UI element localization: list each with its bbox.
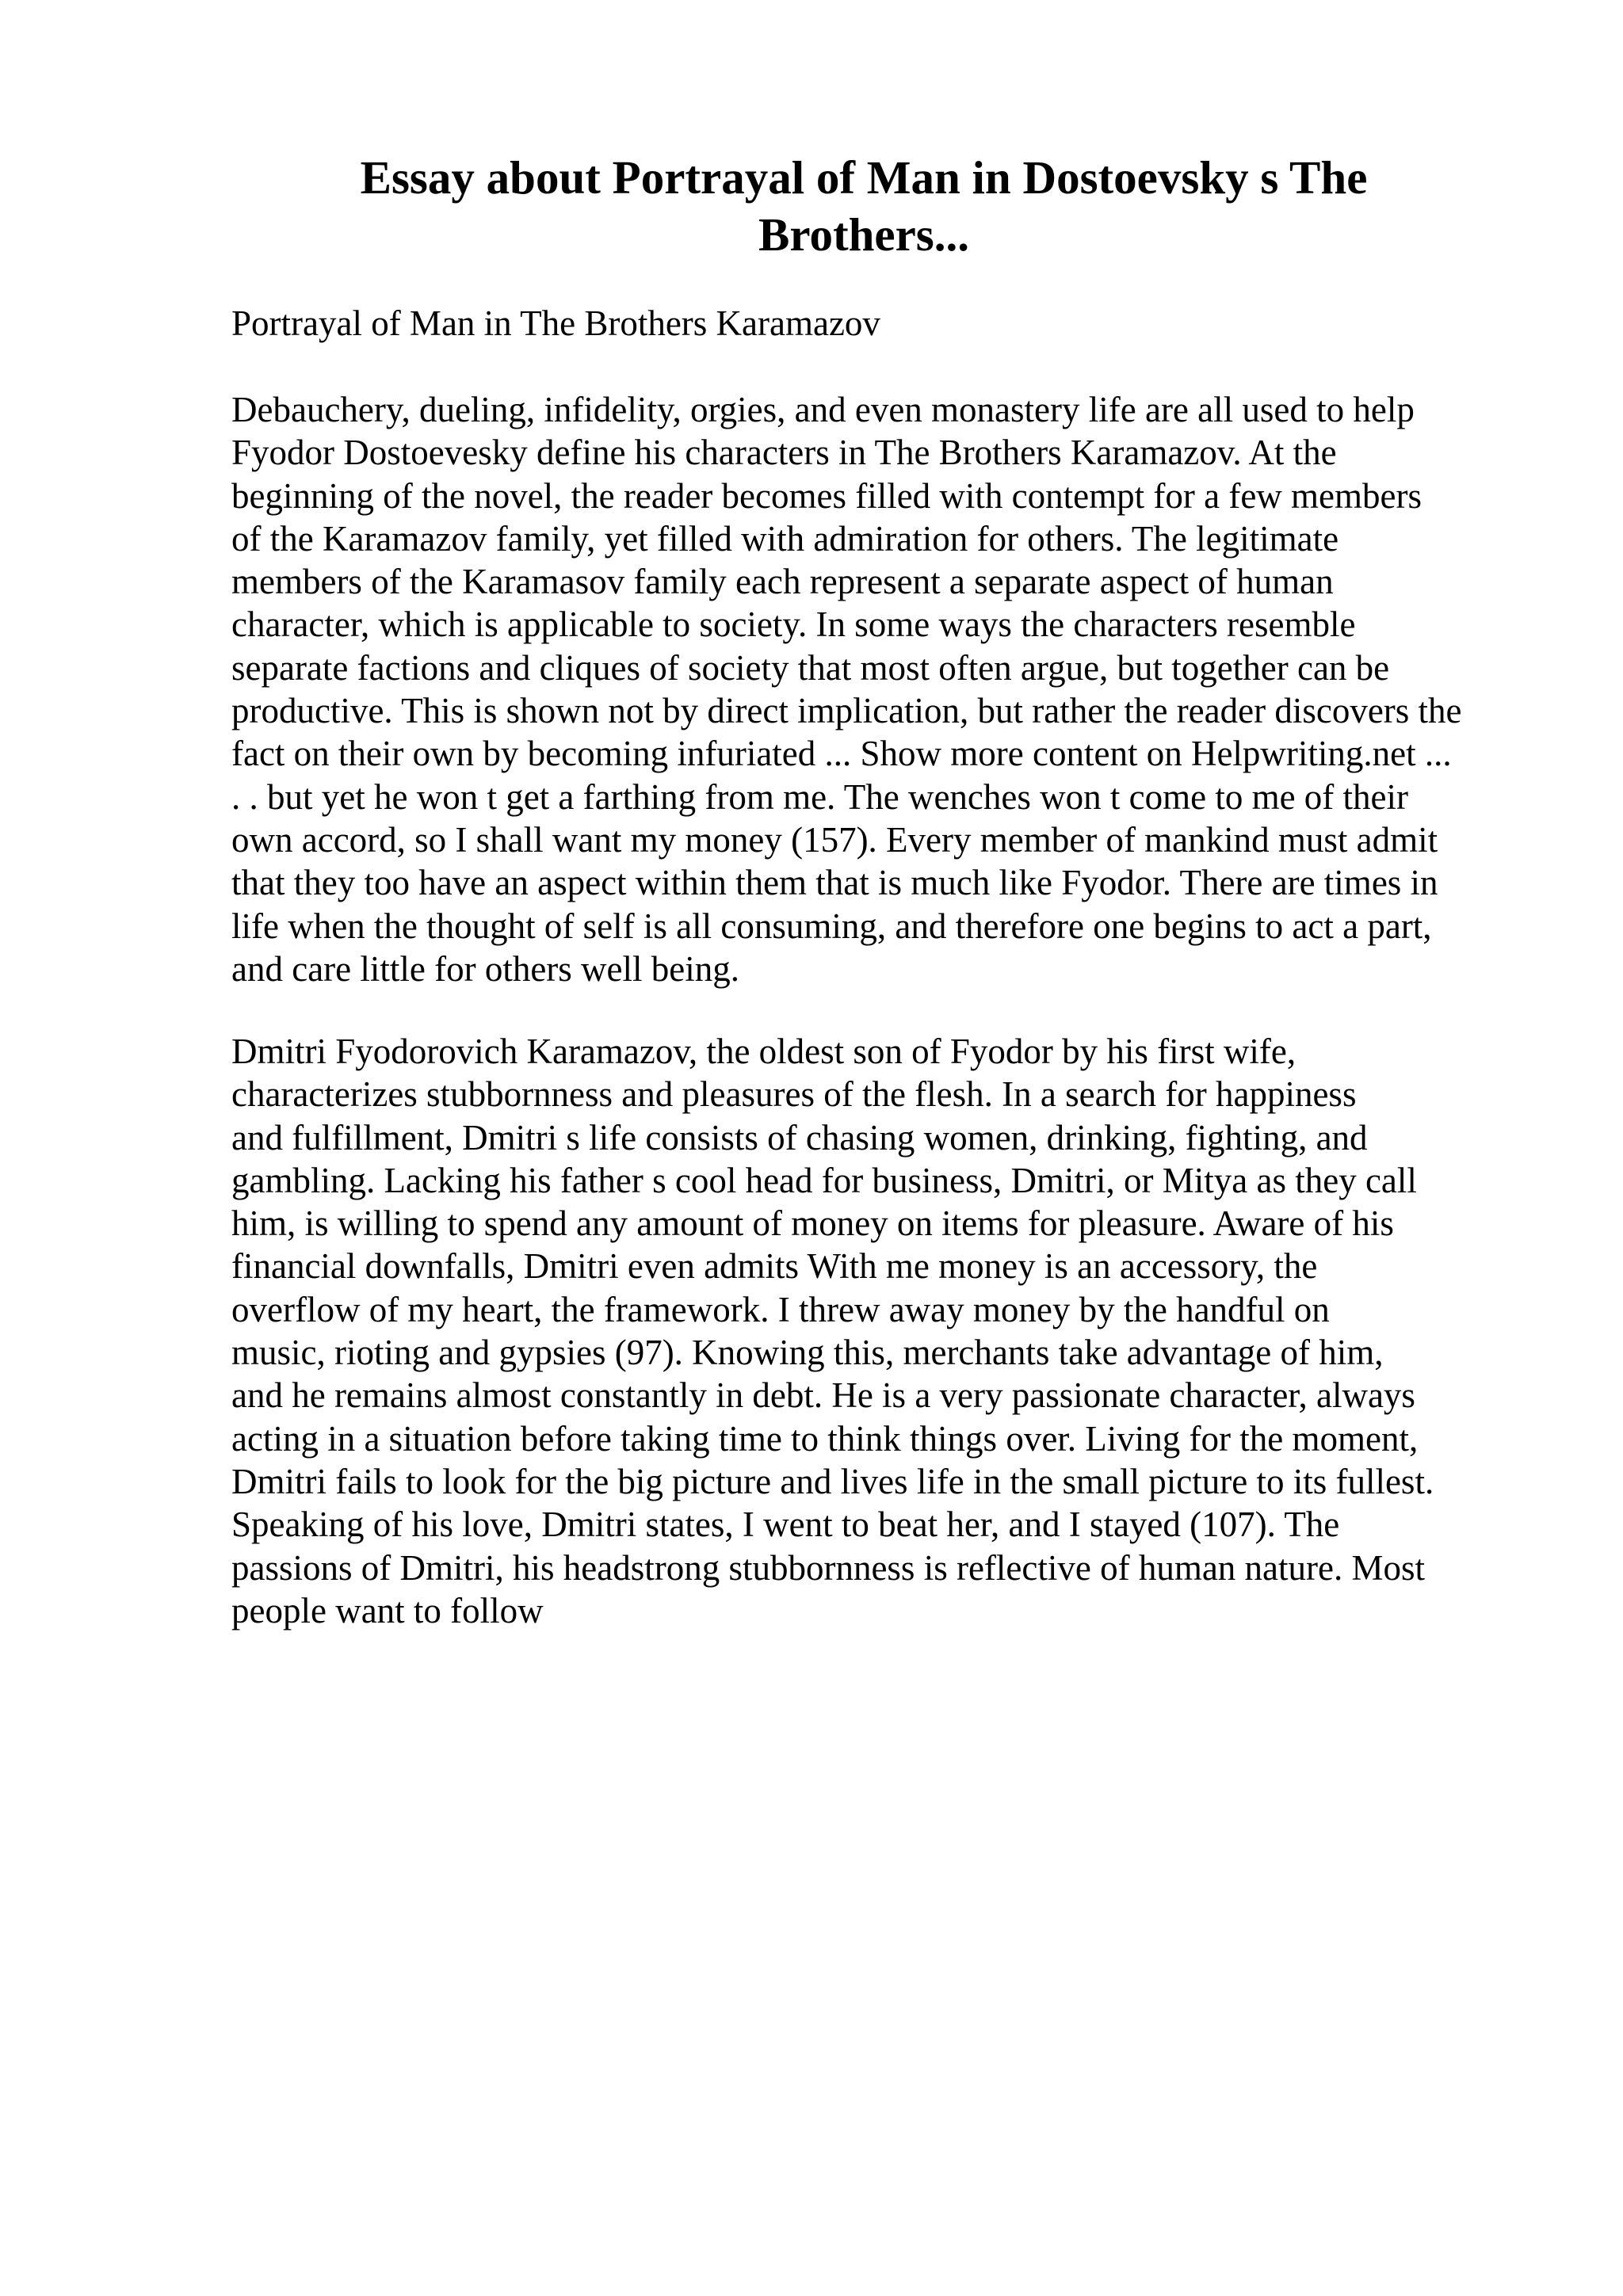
paragraph-line: Debauchery, dueling, infidelity, orgies, and even monastery life are all used to help — [231, 390, 1415, 429]
paragraph-line: characterizes stubbornness and pleasures of the flesh. In a search for happiness — [231, 1074, 1357, 1115]
paragraph-line: him, is willing to spend any amount of money on items for pleasure. Aware of his — [231, 1203, 1394, 1244]
paragraph-intro — [231, 388, 1462, 990]
paragraph-line: passions of Dmitri, his headstrong stubbornness is reflective of human nature. Most — [231, 1547, 1426, 1588]
paragraph-line: Dmitri fails to look for the big picture and lives life in the small picture to its fullest. — [231, 1461, 1434, 1501]
paragraph-line: overflow of my heart, the framework. I threw away money by the handful on — [231, 1289, 1330, 1329]
essay-subtitle: Portrayal of Man in The Brothers Karamazov — [231, 303, 880, 343]
essay-title-line: Brothers... — [758, 208, 970, 261]
paragraph-line: gambling. Lacking his father s cool head for business, Dmitri, or Mitya as they call — [231, 1160, 1417, 1200]
paragraph-line: acting in a situation before taking time to think things over. Living for the moment, — [231, 1418, 1419, 1459]
essay-title-line: Essay about Portrayal of Man in Dostoevsky s The — [360, 151, 1368, 204]
paragraph-line: and fulfillment, Dmitri s life consists of chasing women, drinking, fighting, and — [231, 1117, 1368, 1158]
paragraph-line: music, rioting and gypsies (97). Knowing this, merchants take advantage of him, — [231, 1333, 1384, 1373]
paragraph-line: people want to follow — [231, 1590, 544, 1630]
paragraph-line: . . but yet he won t get a farthing from me. The wenches won t come to me of their — [231, 776, 1408, 817]
paragraph-dmitri — [231, 1030, 1434, 1632]
paragraph-line: separate factions and cliques of society that most often argue, but together can be — [231, 647, 1390, 688]
paragraph-line: financial downfalls, Dmitri even admits With me money is an accessory, the — [231, 1246, 1318, 1287]
paragraph-line: of the Karamazov family, yet filled with admiration for others. The legitimate — [231, 518, 1339, 559]
paragraph-line: and he remains almost constantly in debt. He is a very passionate character, always — [231, 1375, 1415, 1416]
essay-title — [230, 149, 1498, 263]
paragraph-line: beginning of the novel, the reader becomes filled with contempt for a few members — [231, 475, 1422, 516]
paragraph-line: own accord, so I shall want my money (157). Every member of mankind must admit — [231, 819, 1438, 860]
paragraph-line: that they too have an aspect within them that is much like Fyodor. There are times in — [231, 863, 1438, 903]
paragraph-line: character, which is applicable to society. In some ways the characters resemble — [231, 605, 1356, 645]
paragraph-line: Dmitri Fyodorovich Karamazov, the oldest son of Fyodor by his first wife, — [231, 1032, 1296, 1071]
paragraph-line: life when the thought of self is all consuming, and therefore one begins to act a part, — [231, 906, 1432, 946]
paragraph-line: Speaking of his love, Dmitri states, I went to beat her, and I stayed (107). The — [231, 1505, 1340, 1545]
paragraph-line: fact on their own by becoming infuriated ... Show more content on Helpwriting.net ... — [231, 734, 1452, 774]
paragraph-line: productive. This is shown not by direct implication, but rather the reader discovers the — [231, 691, 1462, 731]
paragraph-line: and care little for others well being. — [231, 948, 740, 989]
paragraph-line: Fyodor Dostoevesky define his characters in The Brothers Karamazov. At the — [231, 433, 1337, 473]
paragraph-line: members of the Karamasov family each represent a separate aspect of human — [231, 562, 1334, 602]
